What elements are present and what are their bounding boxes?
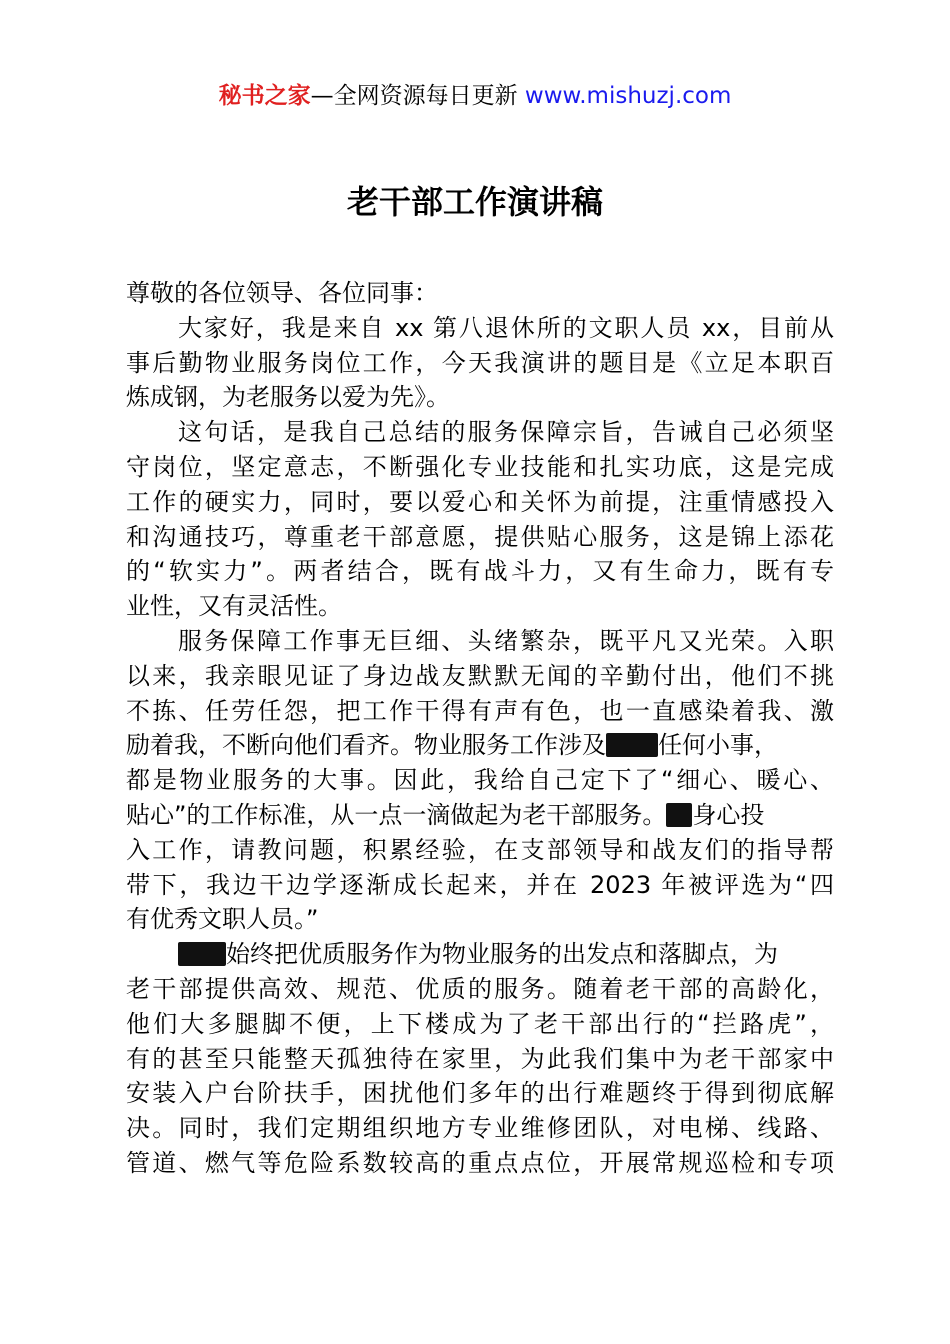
paragraph-4-line: 管道、燃气等危险系数较高的重点点位，开展常规巡检和专项 <box>126 1148 834 1177</box>
paragraph-3-line: 都是物业服务的大事。因此，我给自己定下了“细心、暖心、 <box>126 766 834 795</box>
paragraph-3-line <box>126 728 834 763</box>
line-segment: 始终把优质服务作为物业服务的出发点和落脚点，为 <box>226 940 778 969</box>
paragraph-1-line: 炼成钢，为老服务以爱为先》。 <box>126 383 450 412</box>
paragraph-2-line: 这句话，是我自己总结的服务保障宗旨，告诫自己必须坚 <box>178 418 834 447</box>
paragraph-2-line: 守岗位，坚定意志，不断强化专业技能和扎实功底，这是完成 <box>126 452 834 481</box>
header-tagline: 全网资源每日更新 <box>333 83 525 109</box>
paragraph-4-line: 安装入户台阶扶手，困扰他们多年的出行难题终于得到彻底解 <box>126 1079 834 1108</box>
paragraph-2-line: 和沟通技巧，尊重老干部意愿，提供贴心服务，这是锦上添花 <box>126 522 834 551</box>
paragraph-2-line: 的“软实力”。两者结合，既有战斗力，又有生命力，既有专 <box>126 557 834 586</box>
paragraph-4-line: 有的甚至只能整天孤独待在家里，为此我们集中为老干部家中 <box>126 1044 834 1073</box>
line-segment: 身心投 <box>692 800 765 829</box>
line-segment: 贴心”的工作标准，从一点一滴做起为老干部服务。 <box>126 800 667 829</box>
site-url-link[interactable]: www.mishuzj.com <box>524 83 732 109</box>
redaction-mark <box>666 803 692 827</box>
redaction-mark <box>606 733 658 757</box>
paragraph-3-line: 以来，我亲眼见证了身边战友默默无闻的辛勤付出，他们不挑 <box>126 661 834 690</box>
line-segment: 任何小事， <box>658 731 778 760</box>
paragraph-4-line: 决。同时，我们定期组织地方专业维修团队，对电梯、线路、 <box>126 1114 834 1143</box>
site-header <box>0 80 950 112</box>
paragraph-1-line: 事后勤物业服务岗位工作，今天我演讲的题目是《立足本职百 <box>126 348 834 377</box>
paragraph-3-line: 不拣、任劳任怨，把工作干得有声有色，也一直感染着我、激 <box>126 696 834 725</box>
paragraph-4-line <box>126 937 834 972</box>
redaction-mark <box>178 942 226 966</box>
salutation: 尊敬的各位领导、各位同事： <box>126 279 438 307</box>
paragraph-3-line: 服务保障工作事无巨细、头绪繁杂，既平凡又光荣。入职 <box>178 626 834 655</box>
paragraph-4-line: 老干部提供高效、规范、优质的服务。随着老干部的高龄化， <box>126 974 834 1003</box>
brand-name: 秘书之家 <box>218 83 311 109</box>
paragraph-3-line: 有优秀文职人员。” <box>126 905 319 934</box>
paragraph-3-line: 入工作，请教问题，积累经验，在支部领导和战友们的指导帮 <box>126 835 834 864</box>
paragraph-2-line: 业性，又有灵活性。 <box>126 592 342 621</box>
paragraph-1-line: 大家好，我是来自 xx 第八退休所的文职人员 xx，目前从 <box>178 313 834 342</box>
header-dash: — <box>310 83 334 109</box>
line-segment: 励着我，不断向他们看齐。物业服务工作涉及 <box>126 731 606 760</box>
paragraph-2-line: 工作的硬实力，同时，要以爱心和关怀为前提，注重情感投入 <box>126 487 834 516</box>
paragraph-3-line: 带下，我边干边学逐渐成长起来，并在 2023 年被评选为“四 <box>126 870 834 899</box>
paragraph-3-line <box>126 798 834 833</box>
document-body <box>126 276 834 1181</box>
paragraph-4-line: 他们大多腿脚不便，上下楼成为了老干部出行的“拦路虎”， <box>126 1009 834 1038</box>
document-title: 老干部工作演讲稿 <box>346 183 603 221</box>
